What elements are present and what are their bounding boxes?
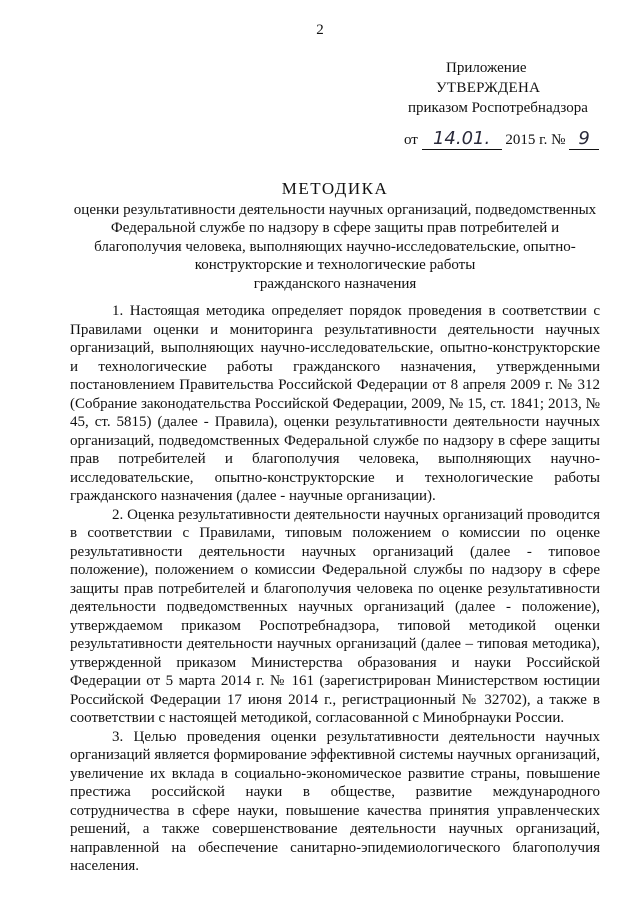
- handwritten-order-number: 9: [569, 128, 599, 150]
- approval-approved-label: УТВЕРЖДЕНА: [436, 80, 541, 96]
- paragraph-3: 3. Целью проведения оценки результативности деятельности научных организаций является формирование эффективной системы научных организаций, увеличение их вклада в социально-экономическое развитие страны, повышение престижа российской науки в обществе, развитие международного сотрудничества в сфере науки, повышение качества принятия управленческих решений, а также совершенствование деятельности научных организаций, направленной на обеспечение санитарно-эпидемиологического благополучия населения.: [70, 728, 600, 874]
- title-heading: МЕТОДИКА: [281, 179, 389, 198]
- document-body: [70, 302, 600, 876]
- title-line: Федеральной службе по надзору в сфере защиты прав потребителей и: [110, 220, 560, 236]
- paragraph-1: 1. Настоящая методика определяет порядок проведения в соответствии с Правилами оценки и мониторинга результативности деятельности научных организаций, выполняющих научно-исследовательские, опытно-конструкторские и технологические работы гражданского назначения, утвержденными постановлением Правительства Российской Федерации от 8 апреля 2009 г. № 312 (Собрание законодательства Российской Федерации, 2009, № 15, ст. 1841; 2013, № 45, ст. 5815) (далее - Правила), оценки результативности деятельности научных организаций, подведомственных Федеральной службе по надзору в сфере защиты прав потребителей и благополучия человека, выполняющих научно-исследовательские, опытно-конструкторские и технологические работы гражданского назначения (далее - научные организации).: [70, 303, 600, 504]
- order-date-line: [404, 128, 634, 150]
- approval-appendix-label: Приложение: [446, 60, 527, 76]
- order-prefix: от: [404, 132, 418, 148]
- title-line: оценки результативности деятельности научных организаций, подведомственных: [73, 201, 597, 218]
- page-number: 2: [316, 22, 324, 38]
- document-title: [40, 180, 630, 293]
- approval-stamp-block: [404, 58, 624, 118]
- paragraph-2: 2. Оценка результативности деятельности научных организаций проводится в соответствии с Правилами, типовым положением о комиссии по оценке результативности деятельности научных организаций (далее - типовое положение), положением о комиссии Федеральной службы по надзору в сфере защиты прав потребителей и благополучия человека по оценке результативности деятельности подведомственных научных организаций (далее - положение), утверждаемом приказом Роспотребнадзора, типовой методикой оценки результативности деятельности научных организаций (далее – типовая методика), утвержденной приказом Министерства образования и науки Российской Федерации от 5 марта 2014 г. № 161 (зарегистрирован Министерством юстиции Российской Федерации 17 июня 2014 г., регистрационный № 32702), а также в соответствии с настоящей методикой, согласованной с Минобрнауки России.: [70, 506, 600, 726]
- order-year: 2015 г. №: [505, 132, 566, 148]
- title-line: благополучия человека, выполняющих научно-исследовательские, опытно-: [94, 238, 576, 255]
- title-line: гражданского назначения: [253, 275, 417, 292]
- approval-order-label: приказом Роспотребнадзора: [408, 100, 588, 116]
- handwritten-date: 14.01.: [422, 128, 502, 150]
- title-line: конструкторские и технологические работы: [194, 257, 476, 273]
